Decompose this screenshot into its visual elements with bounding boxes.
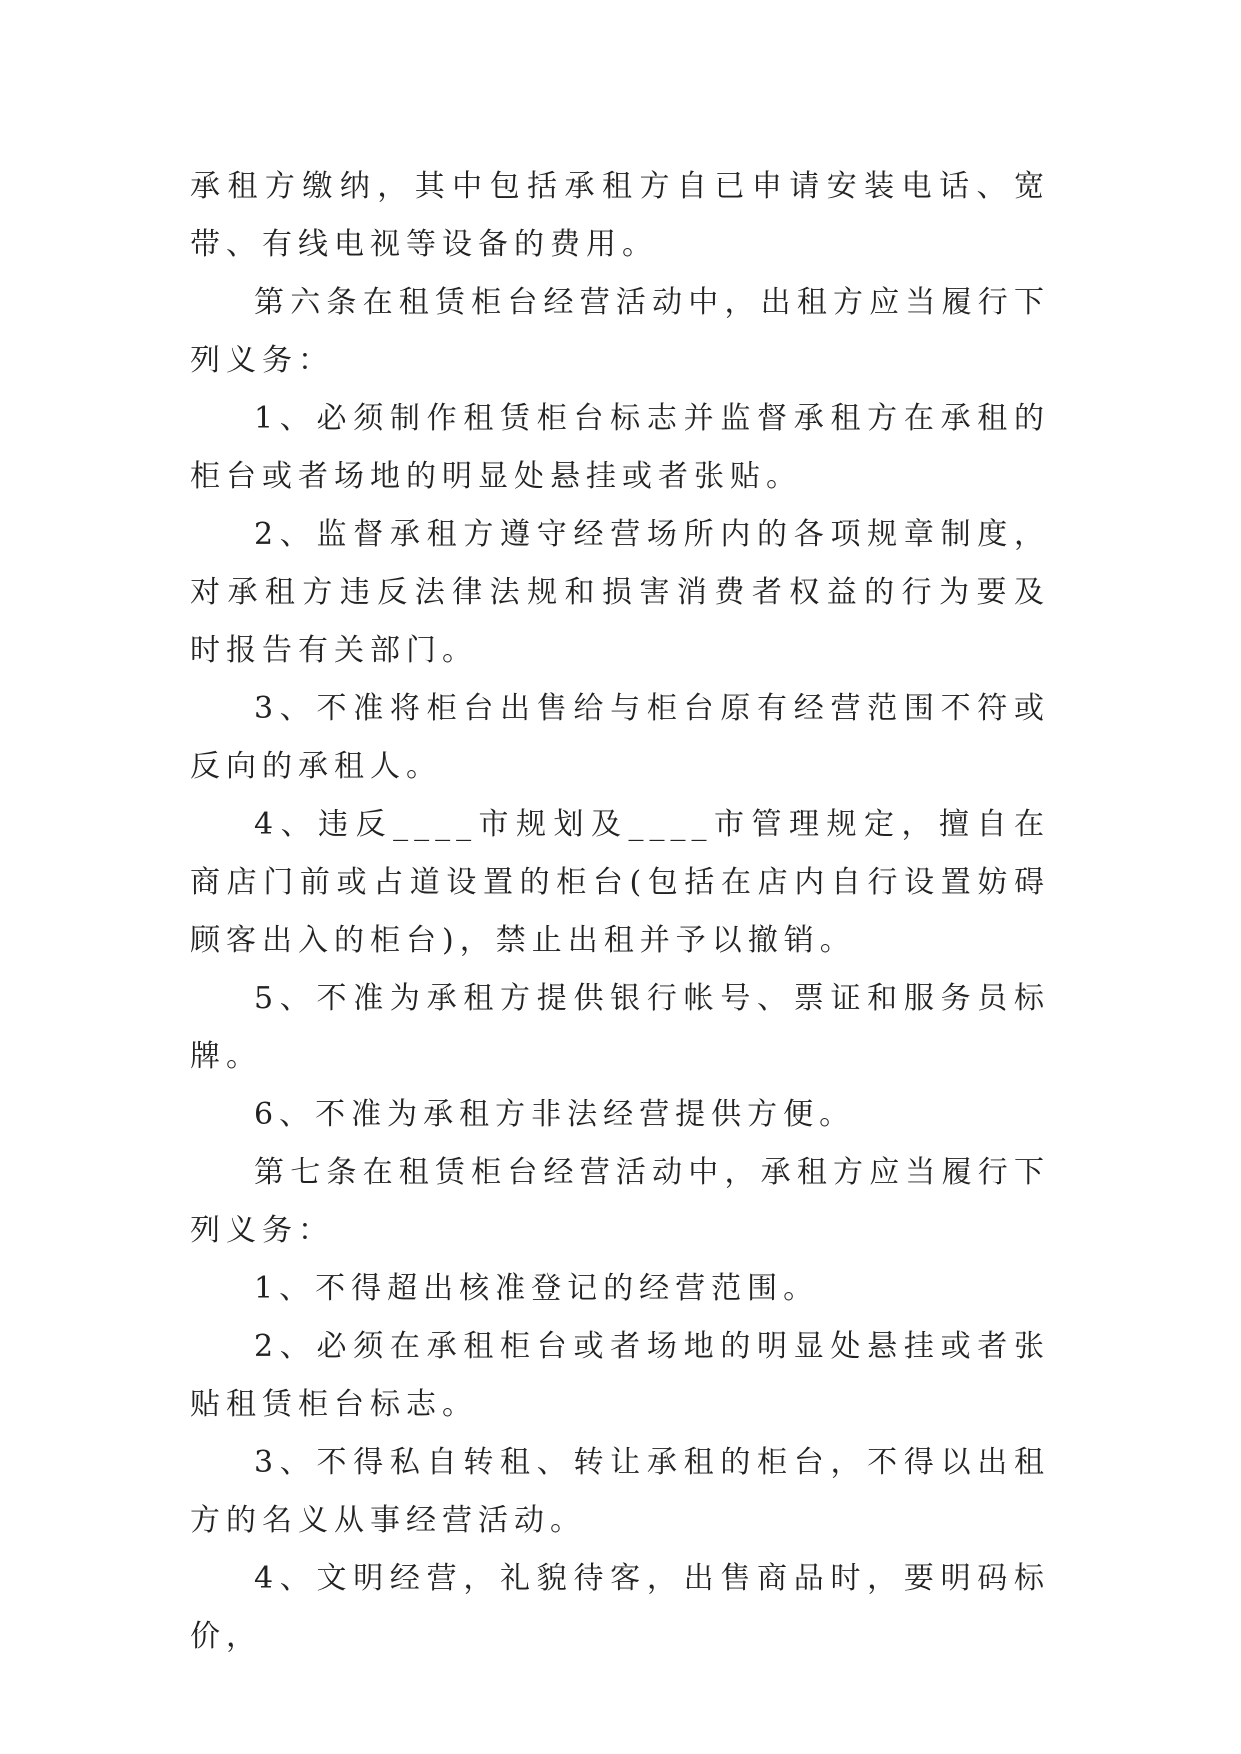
document-body [190,158,1050,1666]
paragraph-article-6-item-1: 1、必须制作租赁柜台标志并监督承租方在承租的柜台或者场地的明显处悬挂或者张贴。 [190,401,1050,494]
paragraph-article-6-item-4: 4、违反____市规划及____市管理规定，擅自在商店门前或占道设置的柜台(包括在店内自行设置妨碍顾客出入的柜台)，禁止出租并予以撤销。 [190,807,1050,958]
paragraph-article-7-item-1: 1、不得超出核准登记的经营范围。 [254,1271,820,1306]
paragraph-article-6-item-3: 3、不准将柜台出售给与柜台原有经营范围不符或反向的承租人。 [190,691,1050,784]
paragraph-article-6-heading: 第六条在租赁柜台经营活动中，出租方应当履行下列义务： [190,285,1050,378]
paragraph-article-6-item-2: 2、监督承租方遵守经营场所内的各项规章制度，对承租方违反法律法规和损害消费者权益的行为要及时报告有关部门。 [190,517,1050,668]
paragraph-article-7-item-3: 3、不得私自转租、转让承租的柜台，不得以出租方的名义从事经营活动。 [190,1445,1050,1538]
paragraph-article-7-heading: 第七条在租赁柜台经营活动中，承租方应当履行下列义务： [190,1155,1050,1248]
paragraph-article-7-item-2: 2、必须在承租柜台或者场地的明显处悬挂或者张贴租赁柜台标志。 [190,1329,1050,1422]
paragraph-fee-continuation: 承租方缴纳，其中包括承租方自已申请安装电话、宽带、有线电视等设备的费用。 [190,169,1050,262]
paragraph-article-6-item-5: 5、不准为承租方提供银行帐号、票证和服务员标牌。 [190,981,1050,1074]
paragraph-article-7-item-4: 4、文明经营，礼貌待客，出售商品时，要明码标价， [190,1561,1050,1654]
paragraph-article-6-item-6: 6、不准为承租方非法经营提供方便。 [254,1097,856,1132]
